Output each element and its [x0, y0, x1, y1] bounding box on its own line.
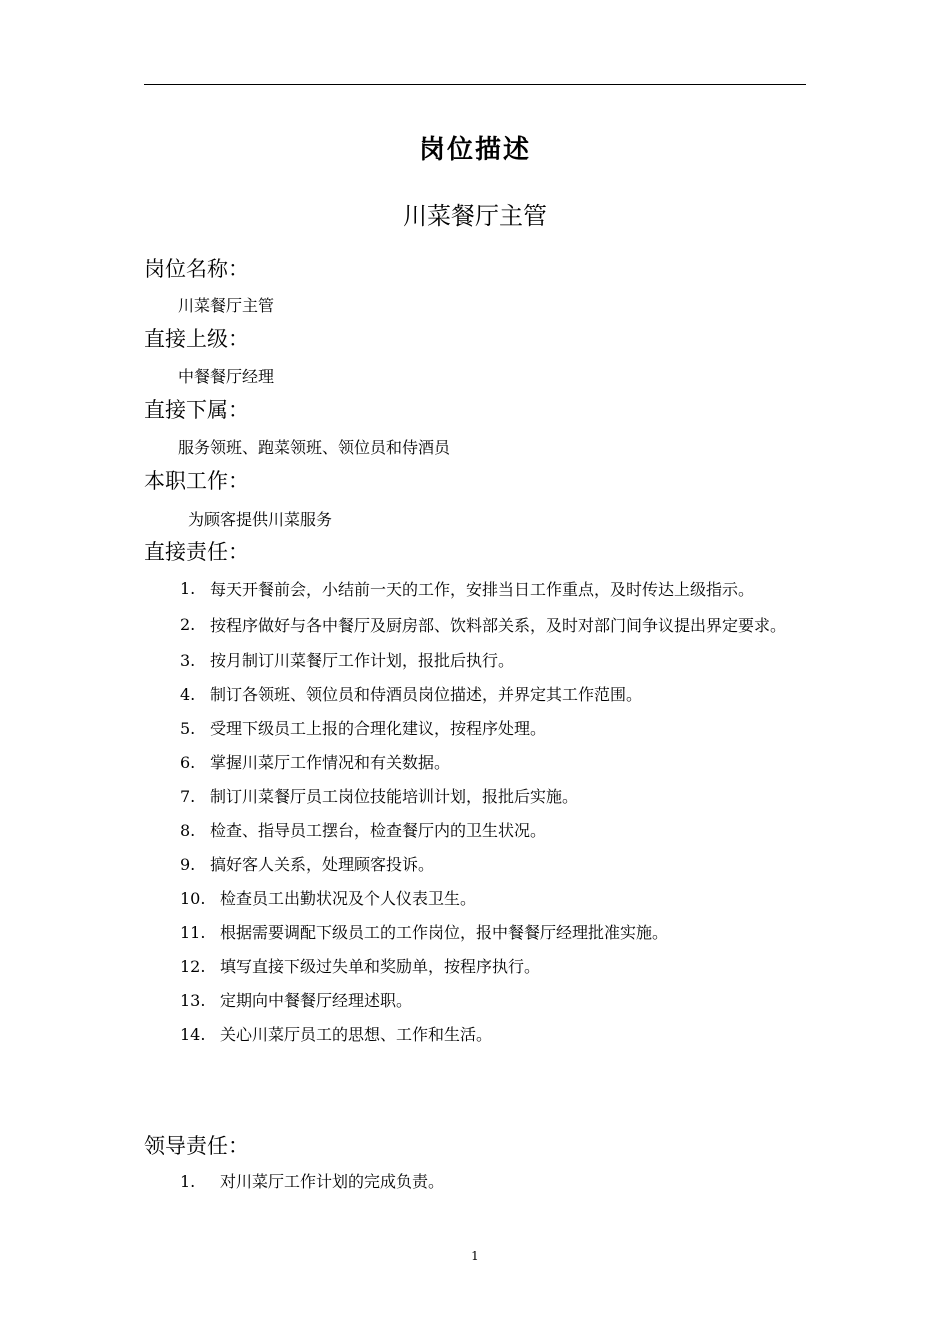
list-item [180, 882, 810, 916]
list-item-number: 9. [180, 855, 196, 874]
list-item-number: 12. [180, 957, 206, 976]
list-item [180, 984, 810, 1018]
list-item-text: 定期向中餐餐厅经理述职。 [220, 991, 413, 1010]
list-item [180, 848, 810, 882]
list-item-number: 6. [180, 753, 196, 772]
direct-duties-list [180, 572, 810, 1052]
list-item-text: 对川菜厅工作计划的完成负责。 [220, 1172, 445, 1191]
list-item-number: 13. [180, 991, 206, 1010]
list-item [180, 644, 810, 678]
list-item [180, 814, 810, 848]
list-item-number: 11. [180, 923, 206, 942]
list-item-number: 8. [180, 821, 196, 840]
list-item [180, 746, 810, 780]
list-item-text: 制订各领班、领位员和侍酒员岗位描述，并界定其工作范围。 [210, 685, 643, 704]
list-item-text: 根据需要调配下级员工的工作岗位，报中餐餐厅经理批准实施。 [220, 923, 669, 942]
list-item [180, 950, 810, 984]
section-heading-superior: 直接上级： [144, 327, 249, 351]
list-item-text: 检查、指导员工摆台，检查餐厅内的卫生状况。 [210, 821, 547, 840]
section-body-main-work: 为顾客提供川菜服务 [188, 510, 333, 529]
section-heading-subordinates: 直接下属： [144, 398, 249, 422]
section-body-subordinates: 服务领班、跑菜领班、领位员和侍酒员 [178, 438, 451, 457]
list-item-text: 按程序做好与各中餐厅及厨房部、饮料部关系，及时对部门间争议提出界定要求。 [210, 616, 787, 635]
list-item-number: 3. [180, 651, 196, 670]
list-item-text: 搞好客人关系，处理顾客投诉。 [210, 855, 435, 874]
list-item [180, 572, 810, 608]
list-item-text: 受理下级员工上报的合理化建议，按程序处理。 [210, 719, 547, 738]
list-item-text: 掌握川菜厅工作情况和有关数据。 [210, 753, 451, 772]
list-item-number: 5. [180, 719, 196, 738]
list-item [180, 1018, 810, 1052]
list-item-text: 每天开餐前会，小结前一天的工作，安排当日工作重点，及时传达上级指示。 [210, 580, 755, 599]
section-heading-leadership-duties: 领导责任： [144, 1134, 249, 1158]
list-item-text: 检查员工出勤状况及个人仪表卫生。 [220, 889, 477, 908]
list-item-text: 制订川菜餐厅员工岗位技能培训计划，报批后实施。 [210, 787, 579, 806]
list-item-number: 1. [180, 1172, 196, 1191]
list-item [180, 712, 810, 746]
section-heading-direct-duties: 直接责任： [144, 540, 249, 564]
document-title: 岗位描述 [418, 135, 531, 165]
list-item-text: 关心川菜厅员工的思想、工作和生活。 [220, 1025, 493, 1044]
list-item-number: 14. [180, 1025, 206, 1044]
document-subtitle: 川菜餐厅主管 [403, 202, 547, 230]
list-item [180, 678, 810, 712]
section-body-superior: 中餐餐厅经理 [178, 367, 275, 386]
list-item [180, 780, 810, 814]
list-item-number: 10. [180, 889, 206, 908]
list-item [180, 1165, 810, 1199]
leadership-duties-list [180, 1165, 810, 1199]
list-item-number: 7. [180, 787, 196, 806]
list-item-text: 填写直接下级过失单和奖励单，按程序执行。 [220, 957, 541, 976]
list-item-text: 按月制订川菜餐厅工作计划，报批后执行。 [210, 651, 515, 670]
list-item-number: 4. [180, 685, 196, 704]
section-body-position-name: 川菜餐厅主管 [178, 296, 275, 315]
section-heading-main-work: 本职工作： [144, 469, 249, 493]
section-heading-position-name: 岗位名称： [144, 257, 249, 281]
header-rule [144, 84, 806, 85]
page-number: 1 [471, 1249, 479, 1263]
list-item [180, 916, 810, 950]
list-item-number: 2. [180, 615, 196, 634]
list-item [180, 608, 810, 644]
list-item-number: 1. [180, 579, 196, 598]
